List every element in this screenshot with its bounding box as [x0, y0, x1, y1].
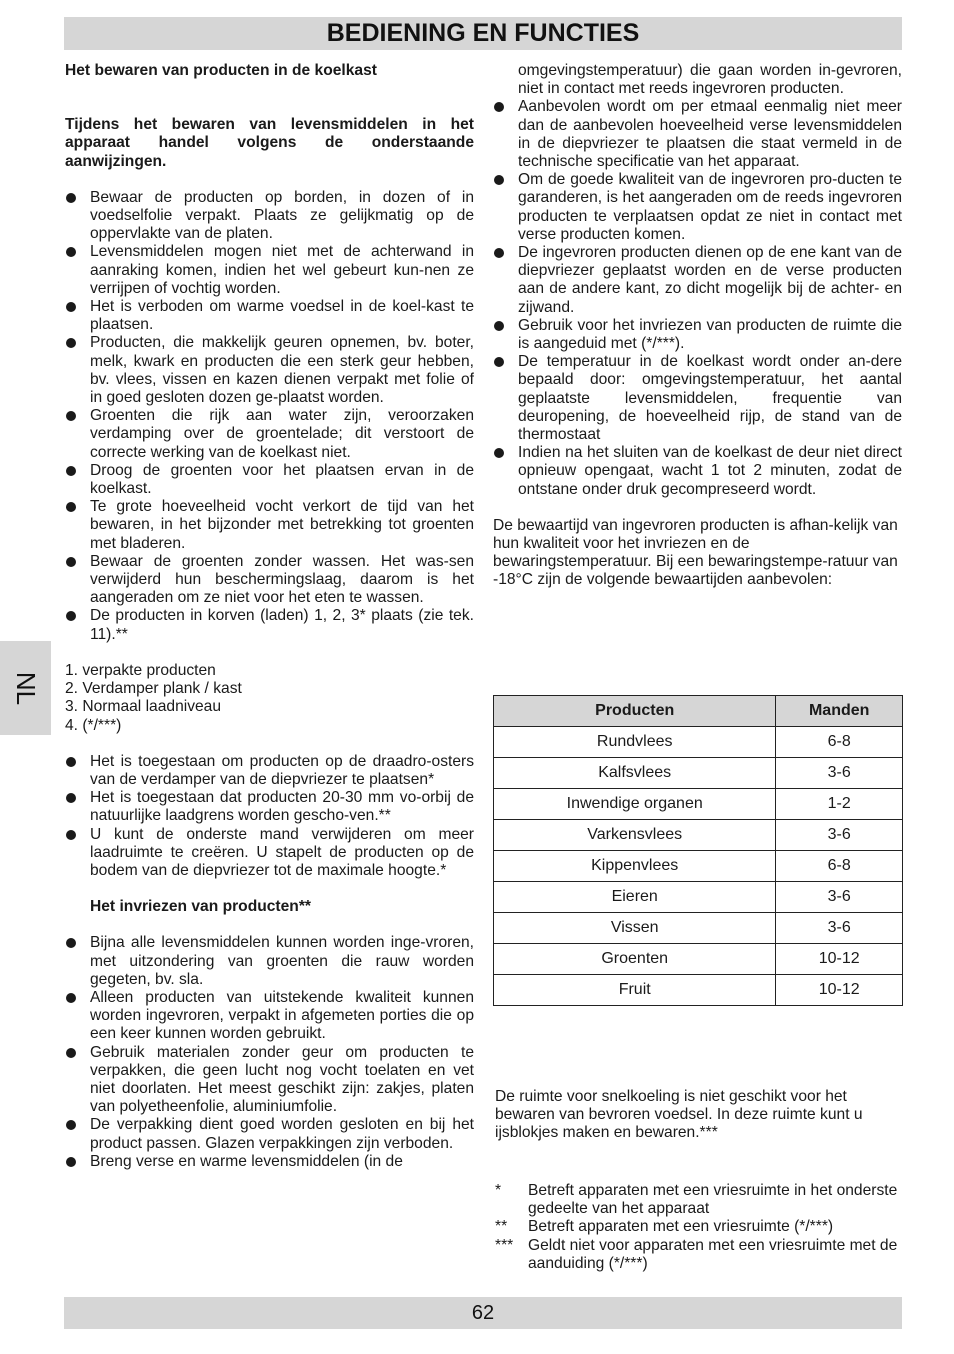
list-item: Aanbevolen wordt om per etmaal eenmalig niet meer dan de aanbevolen hoeveelheid verse levensmiddelen in de diepvriezer te plaatsen die staat vermeld in de technische specificatie van het apparaat.	[493, 98, 902, 171]
freezer-loading-list	[65, 753, 474, 880]
list-item: Producten, die makkelijk geuren opnemen, bv. boter, melk, kwark en producten die een sterk geur hebben, bv. vlees, vissen en kazen dienen verpakt met folie of in goed gesloten dozen ge-plaatst worden.	[65, 334, 474, 407]
table-cell: Vissen	[494, 913, 776, 944]
legend-item: 3. Normaal laadniveau	[65, 698, 222, 716]
list-item: Bewaar de groenten zonder wassen. Het was-sen verwijderd hun beschermingslaag, daarom is het aangeraden om ze niet voor het eten te wassen.	[65, 553, 474, 608]
table-cell: Eieren	[494, 882, 776, 913]
footnote	[495, 1218, 903, 1236]
footnote-text: Betreft apparaten met een vriesruimte (*/***)	[528, 1218, 834, 1236]
page-number: 62	[471, 1301, 495, 1324]
list-item: Alleen producten van uitstekende kwaliteit kunnen worden ingevroren, verpakt in afgemeten porties die op een keer kunnen worden gebruikt.	[65, 989, 474, 1044]
section-heading: Het bewaren van producten in de koelkast	[65, 62, 377, 79]
table-cell: Rundvlees	[494, 727, 776, 758]
list-item: Groenten die rijk aan water zijn, veroorzaken verdamping over de groentelade; dit verstoort de correcte werking van de koelkast niet.	[65, 407, 474, 462]
footnote	[495, 1182, 903, 1218]
footnote-mark: ***	[495, 1236, 514, 1254]
table-cell: 6-8	[776, 851, 903, 882]
column-header: Producten	[494, 696, 776, 727]
freezing-tips-list-continued	[493, 98, 902, 498]
list-item: Indien na het sluiten van de koelkast de deur niet direct opnieuw opengaat, wacht 1 tot 2 minuten, zodat de ontstane onder druk gecompreseerd wordt.	[493, 444, 902, 499]
table-row	[494, 882, 903, 913]
table-row	[494, 727, 903, 758]
table-row	[494, 758, 903, 789]
table-row	[494, 975, 903, 1006]
footnote-mark: *	[495, 1182, 502, 1199]
freezing-tips-list	[65, 934, 474, 1171]
footnote-text: Betreft apparaten met een vriesruimte in het onderste gedeelte van het apparaat	[528, 1182, 898, 1218]
table-cell: 3-6	[776, 820, 903, 851]
page-footer	[64, 1297, 902, 1329]
table-cell: 3-6	[776, 758, 903, 789]
table-row	[494, 789, 903, 820]
intro-text: Tijdens het bewaren van levensmiddelen in het apparaat handel volgens de onderstaande aanwijzingen.	[65, 116, 474, 170]
footnote-text: Geldt niet voor apparaten met een vriesruimte met de aanduiding (*/***)	[528, 1236, 898, 1272]
subsection-heading: Het invriezen van producten**	[90, 898, 311, 916]
column-header: Manden	[776, 696, 903, 727]
list-item: Bijna alle levensmiddelen kunnen worden inge-vroren, met uitzondering van groenten die rauw worden gegeten, bv. sla.	[65, 934, 474, 989]
table-cell: Groenten	[494, 944, 776, 975]
list-item: Bewaar de producten op borden, in dozen of in voedselfolie verpakt. Plaats ze gelijkmatig op de oppervlakte van de platen.	[65, 189, 474, 244]
footnotes	[495, 1182, 903, 1273]
table-cell: 3-6	[776, 882, 903, 913]
legend-item: 1. verpakte producten	[65, 661, 216, 679]
legend-item: 4. (*/***)	[65, 716, 122, 734]
page-header	[64, 17, 902, 50]
list-item: De temperatuur in de koelkast wordt onder an-dere bepaald door: omgevingstemperatuur, het aantal geplaatste levensmiddelen, frequentie van deuropening, de hoeveelheid rijp, de stand van de thermostaat	[493, 353, 902, 444]
table-cell: Kippenvlees	[494, 851, 776, 882]
list-item: Om de goede kwaliteit van de ingevroren pro-ducten te garanderen, is het aangeraden om de reeds ingevroren producten te verplaatsen opdat ze niet in contact met verse producten komen.	[493, 171, 902, 244]
list-item: Te grote hoeveelheid vocht verkort de tijd van het bewaren, in het bijzonder met betrekking tot groenten met bladeren.	[65, 498, 474, 553]
storage-tips-list	[65, 189, 474, 644]
storage-time-paragraph: De bewaartijd van ingevroren producten is afhan-kelijk van hun kwaliteit voor het invriezen en de bewaringstemperatuur. Bij een bewaringstempe-ratuur van -18°C zijn de volgende bewaartijden aanbevolen:	[493, 516, 898, 589]
table-cell: Fruit	[494, 975, 776, 1006]
table-cell: 3-6	[776, 913, 903, 944]
right-column	[493, 62, 902, 590]
table-cell: Inwendige organen	[494, 789, 776, 820]
page-title: BEDIENING EN FUNCTIES	[326, 19, 640, 47]
continued-text: omgevingstemperatuur) die gaan worden in-gevroren, niet in contact met reeds ingevroren producten.	[518, 62, 902, 98]
storage-time-table	[493, 695, 903, 1006]
table-cell: 6-8	[776, 727, 903, 758]
table-cell: 10-12	[776, 975, 903, 1006]
table-cell: 1-2	[776, 789, 903, 820]
list-item: Droog de groenten voor het plaatsen ervan in de koelkast.	[65, 462, 474, 498]
language-tab	[0, 641, 51, 735]
quick-cool-note	[495, 1088, 903, 1143]
list-item: De producten in korven (laden) 1, 2, 3* plaats (zie tek. 11).**	[65, 607, 474, 643]
list-item: Gebruik materialen zonder geur om producten te verpakken, die geen lucht nog vocht toelaten en vet niet doorlaten. Het meest geschikt zijn: zakjes, platen van polyetheenfolie, aluminiumfolie.	[65, 1044, 474, 1117]
list-item: De ingevroren producten dienen op de ene kant van de diepvriezer geplaatst worden en de verse producten aan de andere kant, zo dicht mogelijk bij de achter- en zijwand.	[493, 244, 902, 317]
footnote-mark: **	[495, 1218, 508, 1236]
table-cell: 10-12	[776, 944, 903, 975]
list-item: Het is toegestaan dat producten 20-30 mm vo-orbij de natuurlijke laadgrens worden gescho-ven.**	[65, 789, 474, 825]
list-item: Breng verse en warme levensmiddelen (in de	[65, 1153, 474, 1171]
list-item: Levensmiddelen mogen niet met de achterwand in aanraking komen, indien het wel gebeurt kun-nen ze verrijpen of vochtig worden.	[65, 243, 474, 298]
table-row	[494, 944, 903, 975]
table-row	[494, 851, 903, 882]
list-item: Het is verboden om warme voedsel in de koel-kast te plaatsen.	[65, 298, 474, 334]
table-cell: Kalfsvlees	[494, 758, 776, 789]
list-item: De verpakking dient goed worden gesloten en bij het product passen. Glazen verpakkingen zijn verboden.	[65, 1116, 474, 1152]
table-row	[494, 820, 903, 851]
table-cell: Varkensvlees	[494, 820, 776, 851]
list-item: U kunt de onderste mand verwijderen om meer laadruimte te creëren. U stapelt de producten op de bodem van de diepvriezer tot de maximale hoogte.*	[65, 826, 474, 881]
note-text: De ruimte voor snelkoeling is niet geschikt voor het bewaren van bevroren voedsel. In deze ruimte kunt u ijsblokjes maken en bewaren.***	[495, 1088, 863, 1142]
figure-legend	[65, 662, 474, 735]
footnote	[495, 1237, 903, 1273]
list-item: Het is toegestaan om producten op de draadro-osters van de verdamper van de diepvriezer te plaatsen*	[65, 753, 474, 789]
left-column	[65, 62, 474, 1171]
list-item: Gebruik voor het invriezen van producten de ruimte die is aangeduid met (*/***).	[493, 317, 902, 353]
language-tab-label: NL	[11, 671, 41, 705]
table-row	[494, 913, 903, 944]
table-header-row	[494, 696, 903, 727]
legend-item: 2. Verdamper plank / kast	[65, 680, 242, 698]
